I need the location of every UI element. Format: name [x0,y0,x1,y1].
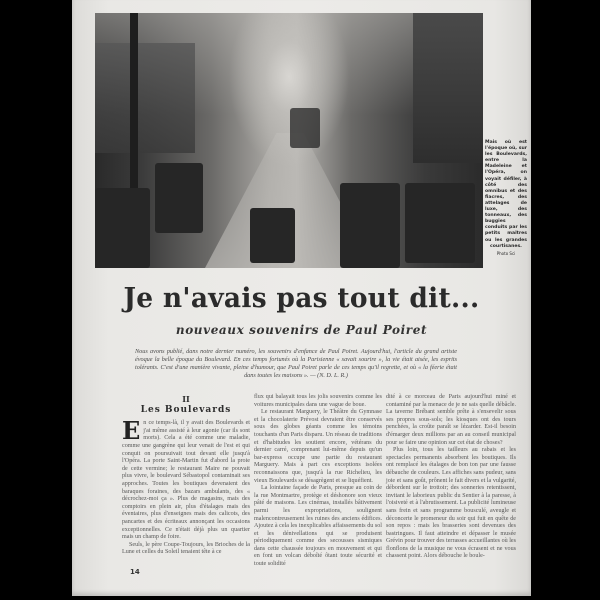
magazine-page [72,0,531,596]
paragraph: Seuls, le père Coupe-Toujours, les Brioches de la Lune et celles du Soleil tenaient tête à ce [122,541,250,556]
article-title: Je n'avais pas tout dit... [123,283,480,314]
photo-omnibus [340,183,400,268]
drop-cap: E [122,416,141,446]
photo-caption [485,140,527,257]
text-column-3 [386,394,516,561]
photo-carriage [250,208,295,263]
paragraph: flux qui balayait tous les jolis souvenirs comme les voitures municipales dans une vague de boue. [254,394,382,408]
section-number: II [182,394,190,404]
paragraph: dité à ce morceau de Paris aujourd'hui miné et contaminé par la menace de je ne sais quelle débâcle. La taverne Brébant semble prête à s'ensevelir sous ses propres sous-sols; les kiosques ont des tours penchées, la croûte paraît se lézarder. Est-il besoin d'émarger deux millions par an au conseil municipal pour se faire une opinion sur cet état de choses? [386,394,516,446]
photo-carriage [155,163,203,233]
boulevard-photo [95,13,483,268]
editor-intro: Nous avons publié, dans notre dernier numéro, les souvenirs d'enfance de Paul Poiret. Aujourd'hui, l'article du grand artiste évoque la belle époque du Boulevard. En ces temps fortunés où la Parisienne « savait sourire », la vie était aisée, les esprits tolérants. C'est d'une manière vivante, pleine d'humour, que Paul Poiret parle de ces temps qu'il regrette, et où « la féerie était dans toutes les maisons ». — (N. D. L. R.) [135,348,457,379]
paragraph: En ce temps-là, il y avait des Boulevards et j'ai même assisté à leur agonie (car ils sont morts). Cela a été comme une maladie, comme une gangrène qui leur venait de l'est et qui conquit on poursuivait tout devant elle jusqu'à l'Opéra. La porte Saint-Martin fut d'abord la proie de cette vermine; le restaurant Maire ne pouvait plus vivre, le boulevard Sébastopol contaminait ses approches. Toutes les boutiques devenaient des baraques foraines, des bazars ambulants, des « décrochez-moi ça ». Plus de magasins, mais des comptoirs en plein air, plus d'étalages mais des éventaires, plus d'enseignes mais des calicots, des pancartes et des écriteaux annonçant les occasions exceptionnelles. Ce n'était déjà plus un quartier mais un champ de foire. [122,416,250,541]
paragraph: Le restaurant Marguery, le Théâtre du Gymnase et la chocolaterie Prévost devraient être conservés sous des globes géants comme les témoins touchants d'un Paris disparu. Un réseau de traditions et d'habitudes les soutient encore, vétérans du dernier carré, comprenant lui-même depuis qu'un bar-express occupe une partie du restaurant Marguery. Mais à part ces exceptions isolées reconnaissons que, jusqu'à la rue Richelieu, les vieux Boulevards se désagrègent et se liquéfient. [254,409,382,484]
photo-carriage [405,183,475,263]
paragraph: Plus loin, tous les tailleurs au rabais et les spectacles permanents absorbent les boutiques. Ils ont remplacé les étalages de bon ton par une fausse débauche de couleurs. Les affiches sans pudeur, sans joie et sans goût, prônent le fait divers et la vulgarité, débordent sur le trottoir; des sonneries retentissent, invitant le laborieux public du Sentier à la paresse, à l'oisiveté et à l'abrutissement. La publicité lumineuse sans frein et sans programme bousculé, aveugle et déconcerte le promeneur du soir qui fuit en quête de son repos : mais les brasseries sont devenues des bastringues. Il faut atteindre et dépasser le musée Grévin pour trouver des terrasses accueillantes où les flonflons de la musique ne vous écrasent et ne vous chassent point. Alors débouche le boule- [386,447,516,560]
text-column-1 [122,396,250,557]
section-title: Les Boulevards [140,404,232,415]
article-subtitle: nouveaux souvenirs de Paul Poiret [175,323,428,337]
photo-omnibus [290,108,320,148]
caption-text: Mais où est l'époque où, sur les Boulevards, entre la Madeleine et l'Opéra, on voyait défiler, à côté des omnibus et des fiacres, des attelages de luxe, des tonneaux, des buggies conduits par les petits maîtres ou les grandes courtisanes. [485,140,527,249]
photo-buildings-right [413,13,483,163]
photo-buildings-left [95,43,195,153]
page-number: 14 [130,568,140,576]
photo-carriage [95,188,150,268]
text-column-2 [254,394,382,569]
photo-credit: Photo Sci [496,250,516,256]
paragraph: La lointaine façade de Paris, presque au coin de la rue Montmartre, protège et déshonore son vieux pâté de maisons. Les cinémas, installés bâtivement parmi les expropriations, soulignent malencontreusement les ruines des anciens édifices. Ajoutez à cela les inexplicables affaissements du sol et les dénivellations qui se produisent périodiquement comme des secousses sismiques dans cette chaussée toujours en mouvement et qui en font un volcan déboîté ôtant toute sécurité et toute solidité [254,485,382,568]
